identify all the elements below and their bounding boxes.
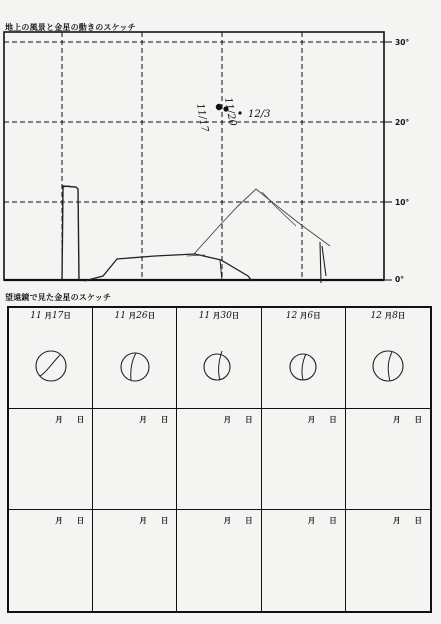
blank-date-label: 月 日: [223, 516, 253, 525]
sketch-cell-5: [346, 308, 430, 409]
venus-dot-nov17: [216, 104, 222, 110]
blank-cell-r3-c2: [93, 510, 177, 611]
sketch-date-2: 11 月26日: [114, 311, 156, 321]
scope-title: 望遠鏡で見た金星のスケッチ: [5, 293, 112, 302]
blank-date-label: 月 日: [307, 415, 337, 424]
pole-sketch: [320, 242, 326, 283]
sketch-month-3: 11: [198, 311, 211, 321]
blank-date-label: 月 日: [223, 415, 253, 424]
sketch-date-4: 12 月6日: [285, 311, 321, 321]
sketch-month-5: 12: [370, 311, 382, 321]
altitude-ticks: [384, 42, 392, 280]
sky-chart-frame: [4, 32, 384, 280]
blank-cell-r3-c4: [262, 510, 346, 611]
blank-cell-r2-c1: [9, 409, 93, 510]
venus-phase-sketch-3: [200, 346, 238, 386]
venus-dot-dec3: [238, 111, 241, 114]
venus-phase-sketch-1: [32, 346, 70, 386]
venus-phase-sketch-2: [116, 346, 154, 386]
blank-cell-r2-c4: [262, 409, 346, 510]
blank-date-label: 月 日: [307, 516, 337, 525]
blank-cell-r3-c1: [9, 510, 93, 611]
blank-cell-r3-c5: [346, 510, 430, 611]
sketch-date-5: 12 月8日: [370, 311, 406, 321]
sketch-day-4: 6: [307, 311, 314, 321]
sketch-day-1: 17: [51, 311, 64, 321]
sketch-cell-3: [177, 308, 261, 409]
sketch-date-3: 11 月30日: [198, 311, 240, 321]
sketch-cell-2: [93, 308, 177, 409]
sketch-month-2: 11: [114, 311, 126, 321]
blank-date-label: 月 日: [139, 415, 169, 424]
altitude-label-20: 20°: [395, 118, 410, 127]
blank-date-label: 月 日: [55, 516, 85, 525]
sky-title: 地上の風景と金星の動きのスケッチ: [5, 23, 136, 32]
venus-phase-sketch-5: [369, 346, 407, 386]
altitude-label-10: 10°: [395, 198, 410, 207]
sky-mark-nov20: 11/20: [222, 96, 238, 127]
blank-cell-r2-c2: [93, 409, 177, 510]
sky-mark-nov17: 11/17: [194, 102, 210, 133]
blank-cell-r2-c5: [346, 409, 430, 510]
sky-mark-dec3: 12/3: [248, 109, 271, 120]
blank-date-label: 月 日: [139, 516, 169, 525]
blank-date-label: 月 日: [55, 415, 85, 424]
mountain-sketch: [193, 189, 330, 255]
sky-chart: [0, 0, 441, 300]
altitude-gridlines: [4, 42, 384, 202]
sketch-cell-1: [9, 308, 93, 409]
blank-cell-r2-c3: [177, 409, 261, 510]
sketch-day-5: 8: [392, 311, 398, 321]
altitude-label-30: 30°: [395, 38, 410, 47]
blank-date-label: 月 日: [392, 415, 422, 424]
sketch-cell-4: [262, 308, 346, 409]
altitude-label-0: 0°: [395, 275, 404, 284]
venus-phase-sketch-4: [284, 346, 322, 386]
telescope-sketch-grid: [7, 306, 432, 613]
blank-cell-r3-c3: [177, 510, 261, 611]
blank-date-label: 月 日: [392, 516, 422, 525]
sketch-day-3: 30: [220, 311, 232, 321]
azimuth-gridlines: [62, 32, 302, 280]
hill-sketch: [84, 254, 252, 281]
sketch-date-1: 11 月17日: [30, 311, 71, 321]
sketch-month-1: 11: [30, 311, 42, 321]
building-sketch: [62, 186, 79, 281]
sketch-month-4: 12: [285, 311, 298, 321]
sketch-day-2: 26: [136, 311, 148, 321]
